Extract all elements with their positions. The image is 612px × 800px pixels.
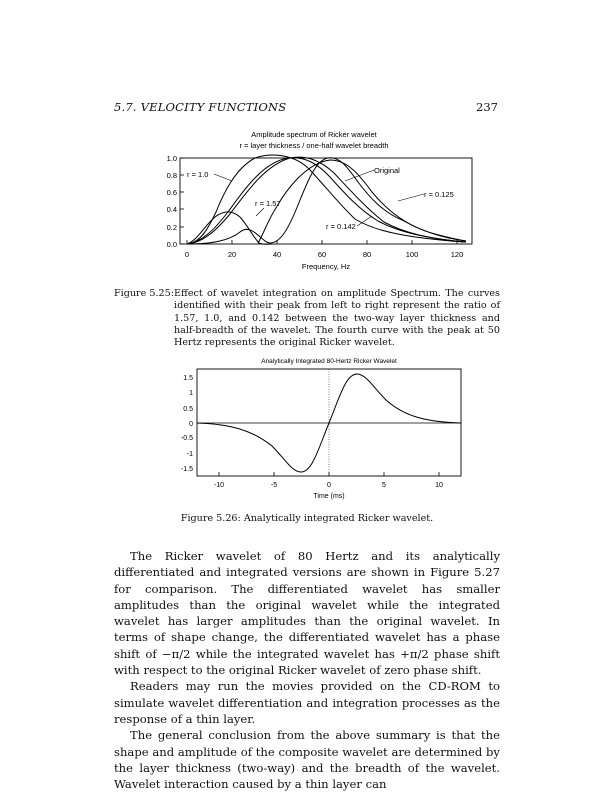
chart1-y-tick: 1.0	[166, 154, 177, 163]
chart1-y-tick: 0.4	[166, 205, 177, 214]
chart2-x-tick: 0	[327, 482, 331, 489]
chart1-x-tick: 20	[227, 250, 237, 259]
annotation-leader	[345, 170, 374, 181]
chart2-y-tick: 0	[189, 421, 193, 428]
annotation-r-1-0: r = 1.0	[187, 170, 209, 179]
chart2-y-tick: 1.5	[183, 375, 193, 382]
chart1-x-tick: 100	[405, 250, 419, 259]
chart1-x-tick: 60	[317, 250, 327, 259]
section-title: 5.7. VELOCITY FUNCTIONS	[114, 100, 287, 114]
series-original	[187, 158, 465, 244]
chart2-y-tick: 1	[189, 390, 193, 397]
chart1-x-tick: 80	[362, 250, 372, 259]
chart2-x-tick: -10	[213, 482, 225, 489]
chart2-y-tick: -0.5	[180, 435, 193, 442]
chart1-subtitle: r = layer thickness / one-half wavelet breadth	[239, 141, 389, 150]
chart2-x-tick: 10	[435, 482, 443, 489]
chart2-y-tick: 0.5	[183, 406, 193, 413]
chart1-plot-frame	[180, 158, 472, 244]
paragraph: The general conclusion from the above summary is that the shape and amplitude of the composite wavelet are determined by the layer thickness (two-way) and the breadth of the wavelet. Wavelet interaction caused by a thin layer can	[114, 728, 500, 792]
chart1-x-axis	[185, 240, 463, 259]
paragraph: The Ricker wavelet of 80 Hertz and its analytically differentiated and integrated versions are shown in Figure 5.27 for comparison. The differentiated wavelet has smaller amplitudes than the original wavelet while the integrated wavelet has larger amplitudes than the original wavelet. In terms of shape change, the differentiated wavelet has a phase shift of −π/2 while the integrated wavelet has +π/2 phase shift with respect to the original Ricker wavelet of zero phase shift.	[114, 549, 500, 678]
chart1-y-tick: 0.8	[166, 171, 177, 180]
caption-label: Figure 5.25:	[114, 288, 174, 299]
chart1-x-tick: 0	[184, 250, 190, 259]
chart1-y-tick: 0.0	[166, 240, 177, 249]
chart1-x-tick: 40	[272, 250, 282, 259]
chart2-x-tick: 5	[382, 482, 386, 489]
paragraph: Readers may run the movies provided on the CD-ROM to simulate wavelet differentiation and integration processes as the response of a thin layer.	[114, 679, 500, 726]
chart1-x-label: Frequency, Hz	[301, 262, 351, 271]
annotation-leader	[214, 174, 232, 181]
chart1-y-tick: 0.2	[166, 223, 177, 232]
chart1-title: Amplitude spectrum of Ricker wavelet	[251, 130, 377, 139]
body-text	[114, 548, 500, 792]
chart1-y-axis	[167, 154, 184, 249]
page-number: 237	[476, 100, 498, 114]
chart2-title: Analytically Integrated 80-Hertz Ricker Wavelet	[261, 358, 397, 365]
figure-5-26-caption: Figure 5.26: Analytically integrated Ricker wavelet.	[180, 513, 434, 524]
annotation-r-0-125: r = 0.125	[424, 190, 454, 199]
chart1-x-tick: 120	[450, 250, 464, 259]
caption-text: Effect of wavelet integration on amplitude Spectrum. The curves identified with their peak from left to right represent the ratio of 1.57, 1.0, and 0.142 between the two-way layer thickness and half-breadth of the wavelet. The fourth curve with the peak at 50 Hertz represents the original Ricker wavelet.	[174, 288, 500, 349]
annotation-original: Original	[374, 166, 400, 175]
chart2-y-tick: -1	[186, 451, 193, 458]
chart2-y-axis	[181, 375, 193, 473]
figure-amplitude-spectrum	[0, 0, 612, 280]
figure-integrated-wavelet	[0, 350, 612, 510]
chart2-x-tick: -5	[270, 482, 278, 489]
chart2-x-label: Time (ms)	[313, 493, 345, 500]
figure-5-25-caption	[114, 288, 500, 349]
annotation-r-1-57: r = 1.57	[255, 199, 281, 208]
annotation-r-0-142: r = 0.142	[326, 222, 356, 231]
annotation-leader	[398, 194, 424, 201]
chart2-x-axis	[214, 472, 443, 489]
chart2-y-tick: -1.5	[180, 466, 193, 473]
annotation-leader	[256, 208, 264, 216]
chart1-y-tick: 0.6	[166, 188, 177, 197]
